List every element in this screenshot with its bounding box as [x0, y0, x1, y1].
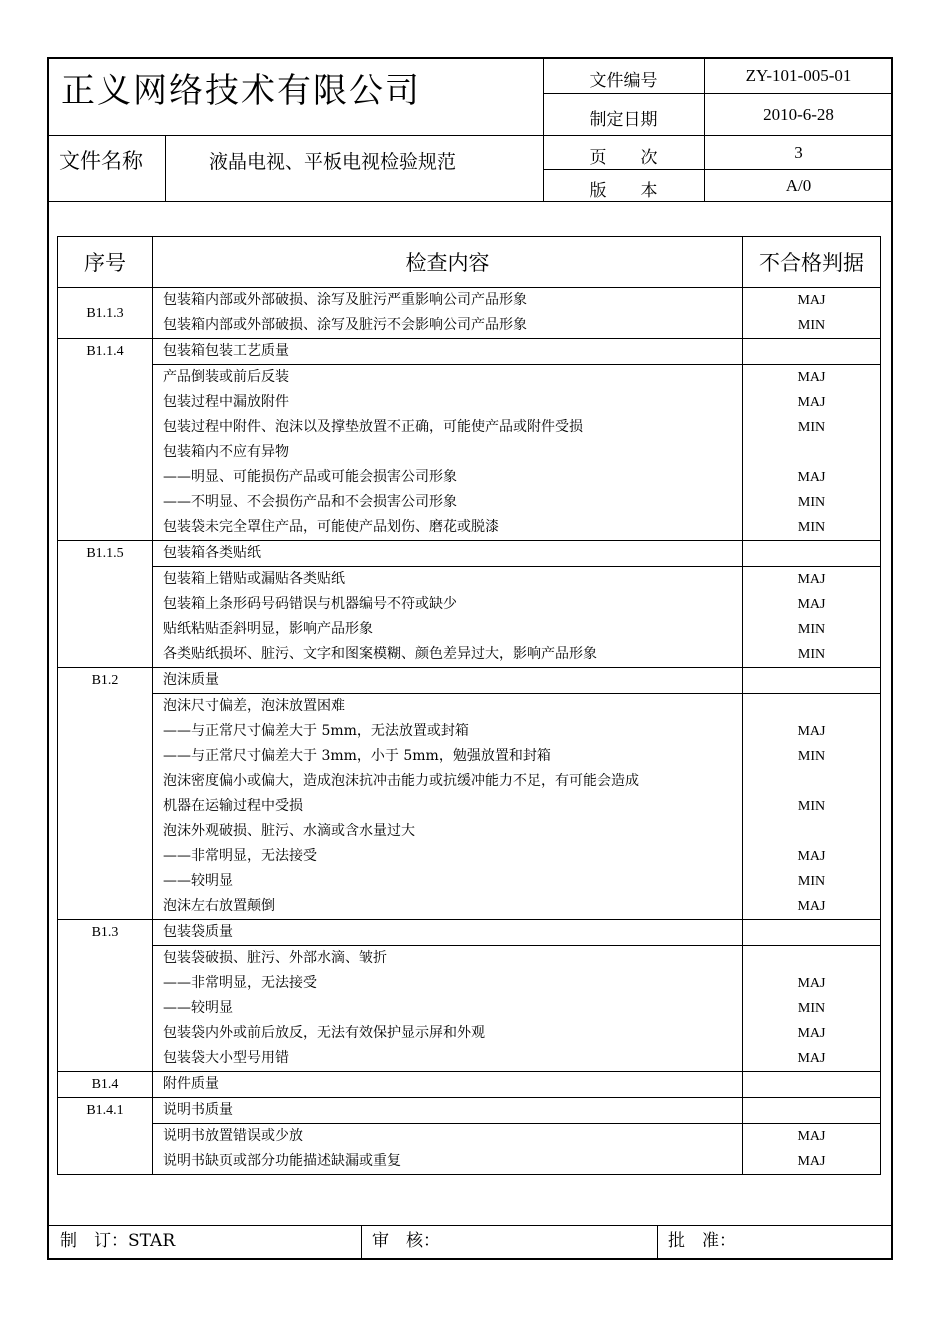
content-line: ——较明显	[163, 1000, 233, 1016]
judge-line: MIN	[797, 799, 826, 814]
section-title-judge	[743, 541, 881, 567]
table-row	[58, 694, 881, 920]
content-line: 说明书缺页或部分功能描述缺漏或重复	[163, 1153, 401, 1169]
judge-cell	[743, 365, 881, 541]
judge-line: MAJ	[797, 976, 826, 991]
content-line: 包装袋破损、脏污、外部水滴、皱折	[163, 950, 387, 966]
doc-no-label: 文件编号	[589, 71, 658, 91]
table-row	[58, 365, 881, 541]
judge-line: MIN	[797, 647, 826, 662]
content-line: 包装过程中附件、泡沫以及撑垫放置不正确，可能使产品或附件受损	[163, 419, 583, 435]
judge-line: MAJ	[797, 1129, 826, 1144]
section-title-row	[58, 1072, 881, 1098]
judge-line: MIN	[797, 1001, 826, 1016]
judge-line: MAJ	[797, 849, 826, 864]
date-value: 2010-6-28	[763, 105, 834, 124]
judge-line: MAJ	[797, 370, 826, 385]
content-line: 机器在运输过程中受损	[163, 798, 303, 814]
section-code	[58, 339, 153, 541]
content-line: 泡沫左右放置颠倒	[163, 898, 275, 914]
content-line: 泡沫密度偏小或偏大，造成泡沫抗冲击能力或抗缓冲能力不足，有可能会造成	[163, 773, 639, 789]
content-line: ——与正常尺寸偏差大于 5mm，无法放置或封箱	[163, 723, 469, 739]
content-line: 说明书放置错误或少放	[163, 1128, 303, 1144]
section-title-text: 泡沫质量	[163, 672, 219, 688]
col-no-header: 序号	[58, 237, 153, 288]
doc-name-value: 液晶电视、平板电视检验规范	[209, 151, 457, 173]
judge-cell	[743, 1124, 881, 1175]
section-code	[58, 668, 153, 920]
content-line: 包装袋大小型号用错	[163, 1050, 289, 1066]
date-label: 制定日期	[589, 110, 658, 130]
company-name: 正义网络技术有限公司	[61, 71, 421, 111]
section-title	[153, 541, 743, 567]
divider	[657, 1225, 658, 1260]
section-title-row	[58, 1098, 881, 1124]
judge-line	[743, 819, 880, 844]
content-line: 包装过程中漏放附件	[163, 394, 289, 410]
divider	[49, 1225, 893, 1226]
content-cell	[153, 946, 743, 1072]
section-title	[153, 339, 743, 365]
judge-line	[743, 440, 880, 465]
judge-cell	[743, 694, 881, 920]
section-title-text: 附件质量	[163, 1076, 219, 1092]
section-code	[58, 288, 153, 339]
section-title-judge	[743, 920, 881, 946]
section-code-text: B1.1.4	[86, 344, 124, 359]
content-line: 包装箱上条形码号码错误与机器编号不符或缺少	[163, 596, 457, 612]
judge-cell	[743, 288, 881, 339]
section-code-text: B1.1.3	[86, 305, 124, 321]
section-title-text: 包装箱包装工艺质量	[163, 343, 289, 359]
content-cell	[153, 288, 743, 339]
judge-line	[743, 769, 880, 794]
judge-line: MAJ	[797, 470, 826, 485]
content-line: 贴纸粘贴歪斜明显，影响产品形象	[163, 621, 373, 637]
judge-line: MIN	[797, 874, 826, 889]
judge-line: MIN	[797, 749, 826, 764]
content-cell	[153, 365, 743, 541]
table-body	[58, 288, 881, 1175]
version-value: A/0	[785, 176, 812, 195]
section-title-text: 包装箱各类贴纸	[163, 545, 261, 561]
judge-cell	[743, 946, 881, 1072]
judge-line: MAJ	[797, 724, 826, 739]
judge-line	[743, 694, 880, 719]
section-title-judge	[743, 339, 881, 365]
section-code	[58, 1072, 153, 1098]
section-code-text: B1.3	[91, 925, 119, 940]
content-line: ——非常明显，无法接受	[163, 975, 317, 991]
content-line: ——与正常尺寸偏差大于 3mm，小于 5mm，勉强放置和封箱	[163, 748, 551, 764]
version-label: 版 本	[589, 181, 658, 201]
table-header-row	[58, 237, 881, 288]
content-line: 泡沫尺寸偏差，泡沫放置困难	[163, 698, 345, 714]
content-line: ——非常明显，无法接受	[163, 848, 317, 864]
divider	[49, 201, 893, 202]
section-title	[153, 668, 743, 694]
section-title-row	[58, 339, 881, 365]
content-line: ——不明显、不会损伤产品和不会损害公司形象	[163, 494, 457, 510]
doc-no-value: ZY-101-005-01	[745, 66, 852, 85]
table-row	[58, 1124, 881, 1175]
content-cell	[153, 694, 743, 920]
judge-line: MAJ	[797, 395, 826, 410]
prepared-by: 制 订：STAR	[60, 1231, 176, 1251]
judge-cell	[743, 567, 881, 668]
content-line: 产品倒装或前后反装	[163, 369, 289, 385]
table-row	[58, 288, 881, 339]
section-title-judge	[743, 1098, 881, 1124]
content-line: 包装袋未完全罩住产品，可能使产品划伤、磨花或脱漆	[163, 519, 499, 535]
section-title-judge	[743, 1072, 881, 1098]
approved-by: 批 准：	[668, 1231, 736, 1251]
judge-line: MAJ	[797, 899, 826, 914]
content-line: 各类贴纸损坏、脏污、文字和图案模糊、颜色差异过大，影响产品形象	[163, 646, 597, 662]
judge-line	[743, 946, 880, 971]
judge-line: MIN	[797, 520, 826, 535]
section-code-text: B1.4.1	[86, 1103, 124, 1118]
content-line: 包装箱内部或外部破损、涂写及脏污不会影响公司产品形象	[163, 317, 527, 333]
divider	[543, 169, 893, 170]
table-row	[58, 946, 881, 1072]
content-cell	[153, 1124, 743, 1175]
page-label: 页 次	[589, 148, 658, 168]
doc-name-label: 文件名称	[59, 149, 143, 173]
divider	[49, 135, 893, 136]
judge-line: MIN	[797, 495, 826, 510]
section-title-row	[58, 920, 881, 946]
content-cell	[153, 567, 743, 668]
section-code	[58, 541, 153, 668]
section-title-judge	[743, 668, 881, 694]
judge-line: MAJ	[797, 1051, 826, 1066]
section-title	[153, 1072, 743, 1098]
section-code-text: B1.1.5	[86, 546, 124, 561]
divider	[165, 135, 166, 201]
judge-line: MIN	[797, 420, 826, 435]
section-code-text: B1.4	[91, 1077, 119, 1092]
judge-line: MAJ	[797, 293, 826, 308]
col-content-header: 检查内容	[153, 237, 743, 288]
reviewed-by: 审 核：	[372, 1231, 440, 1251]
judge-line: MAJ	[797, 1026, 826, 1041]
divider	[361, 1225, 362, 1260]
judge-line: MAJ	[797, 1154, 826, 1169]
section-code	[58, 1098, 153, 1175]
page-value: 3	[794, 143, 803, 162]
content-line: 泡沫外观破损、脏污、水滴或含水量过大	[163, 823, 415, 839]
content-line: 包装箱内不应有异物	[163, 444, 289, 460]
judge-line: MIN	[797, 622, 826, 637]
content-line: ——较明显	[163, 873, 233, 889]
content-line: 包装箱内部或外部破损、涂写及脏污严重影响公司产品形象	[163, 292, 527, 308]
table-row	[58, 567, 881, 668]
section-title-row	[58, 668, 881, 694]
section-title	[153, 1098, 743, 1124]
section-title-row	[58, 541, 881, 567]
content-line: ——明显、可能损伤产品或可能会损害公司形象	[163, 469, 457, 485]
col-judge-header: 不合格判据	[743, 237, 881, 288]
section-code	[58, 920, 153, 1072]
judge-line: MAJ	[797, 597, 826, 612]
judge-line: MAJ	[797, 572, 826, 587]
judge-line: MIN	[797, 318, 826, 333]
section-title-text: 包装袋质量	[163, 924, 233, 940]
section-code-text: B1.2	[91, 673, 119, 688]
section-title-text: 说明书质量	[163, 1102, 233, 1118]
inspection-table	[57, 236, 881, 1175]
content-line: 包装箱上错贴或漏贴各类贴纸	[163, 571, 345, 587]
section-title	[153, 920, 743, 946]
divider	[543, 93, 893, 94]
content-line: 包装袋内外或前后放反，无法有效保护显示屏和外观	[163, 1025, 485, 1041]
